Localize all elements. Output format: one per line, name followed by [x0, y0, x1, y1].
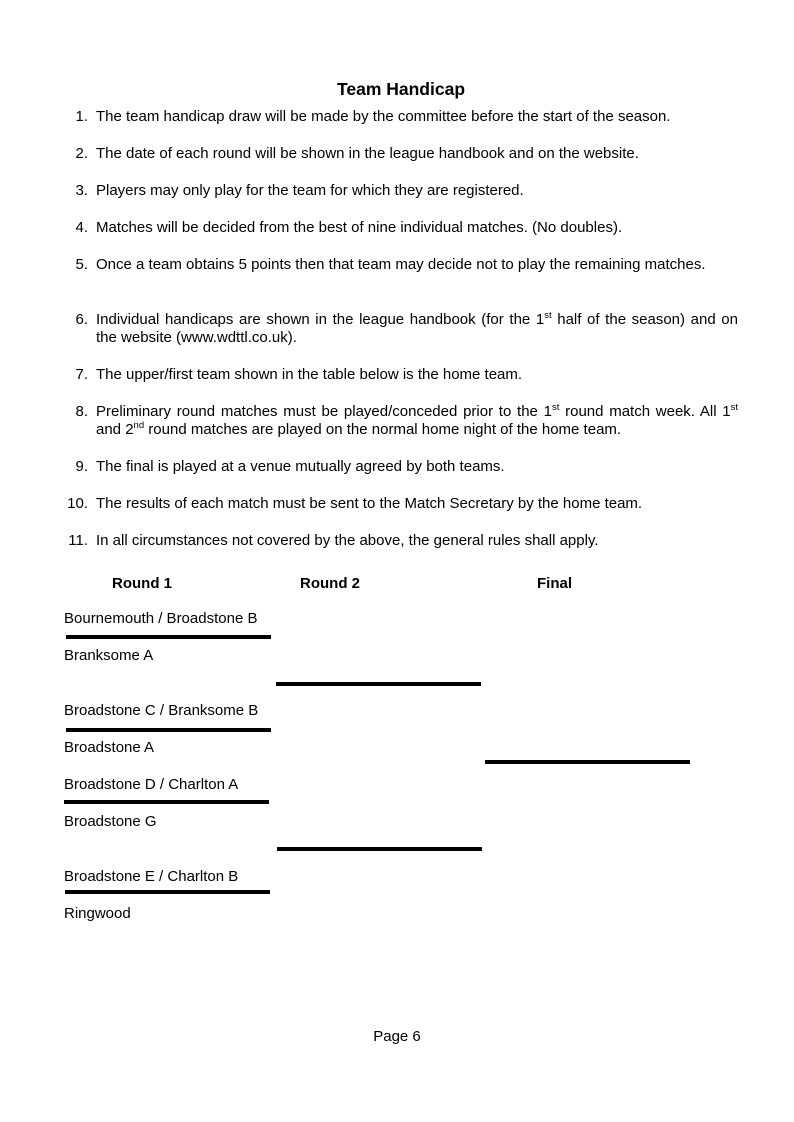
round1-result-line	[65, 890, 270, 894]
rule-number: 10.	[67, 495, 88, 512]
rule-number: 3.	[75, 182, 88, 199]
rule-text: Preliminary round matches must be played/conceded prior to the 1st round match week. All 1st and 2nd round matches are played on the normal home night of the home team.	[96, 402, 739, 438]
round1-result-line	[66, 728, 271, 732]
rule-number: 2.	[75, 145, 88, 162]
team-entry: Broadstone D / Charlton A	[64, 776, 239, 793]
rule-number: 11.	[68, 532, 88, 549]
rule-number: 1.	[75, 108, 88, 125]
round2-header: Round 2	[300, 575, 360, 592]
page-number: Page 6	[373, 1028, 421, 1045]
page-title: Team Handicap	[336, 79, 466, 99]
rule-number: 9.	[75, 458, 88, 475]
round2-result-line	[277, 847, 482, 851]
final-header: Final	[537, 575, 573, 592]
rule-text: Individual handicaps are shown in the league handbook (for the 1st half of the season) and on the website (www.wdttl.co.uk).	[96, 310, 738, 346]
rule-text: Matches will be decided from the best of nine individual matches. (No doubles).	[96, 219, 623, 236]
rule-number: 4.	[75, 219, 88, 236]
rule-text: The final is played at a venue mutually agreed by both teams.	[96, 458, 505, 475]
team-entry: Broadstone C / Branksome B	[64, 702, 259, 719]
round1-header: Round 1	[112, 575, 172, 592]
rule-text: The upper/first team shown in the table below is the home team.	[96, 366, 523, 383]
rule-text: Players may only play for the team for which they are registered.	[96, 182, 524, 199]
rule-text: The date of each round will be shown in the league handbook and on the website.	[96, 145, 639, 162]
round1-result-line	[64, 800, 269, 804]
final-result-line	[485, 760, 690, 764]
team-entry: Broadstone E / Charlton B	[64, 868, 239, 885]
rule-text: The team handicap draw will be made by the committee before the start of the season.	[96, 108, 671, 125]
rule-number: 7.	[75, 366, 88, 383]
rule-text: Once a team obtains 5 points then that team may decide not to play the remaining matches.	[96, 256, 706, 273]
rule-number: 5.	[75, 256, 88, 273]
rule-text: The results of each match must be sent to the Match Secretary by the home team.	[96, 495, 643, 512]
team-entry: Bournemouth / Broadstone B	[64, 610, 258, 627]
rule-number: 8.	[75, 403, 88, 420]
team-entry: Broadstone G	[64, 813, 157, 830]
round2-result-line	[276, 682, 481, 686]
team-entry: Branksome A	[64, 647, 154, 664]
round1-result-line	[66, 635, 271, 639]
rule-number: 6.	[75, 311, 88, 328]
rule-text: In all circumstances not covered by the above, the general rules shall apply.	[96, 532, 599, 549]
team-entry: Ringwood	[64, 905, 131, 922]
team-entry: Broadstone A	[64, 739, 155, 756]
